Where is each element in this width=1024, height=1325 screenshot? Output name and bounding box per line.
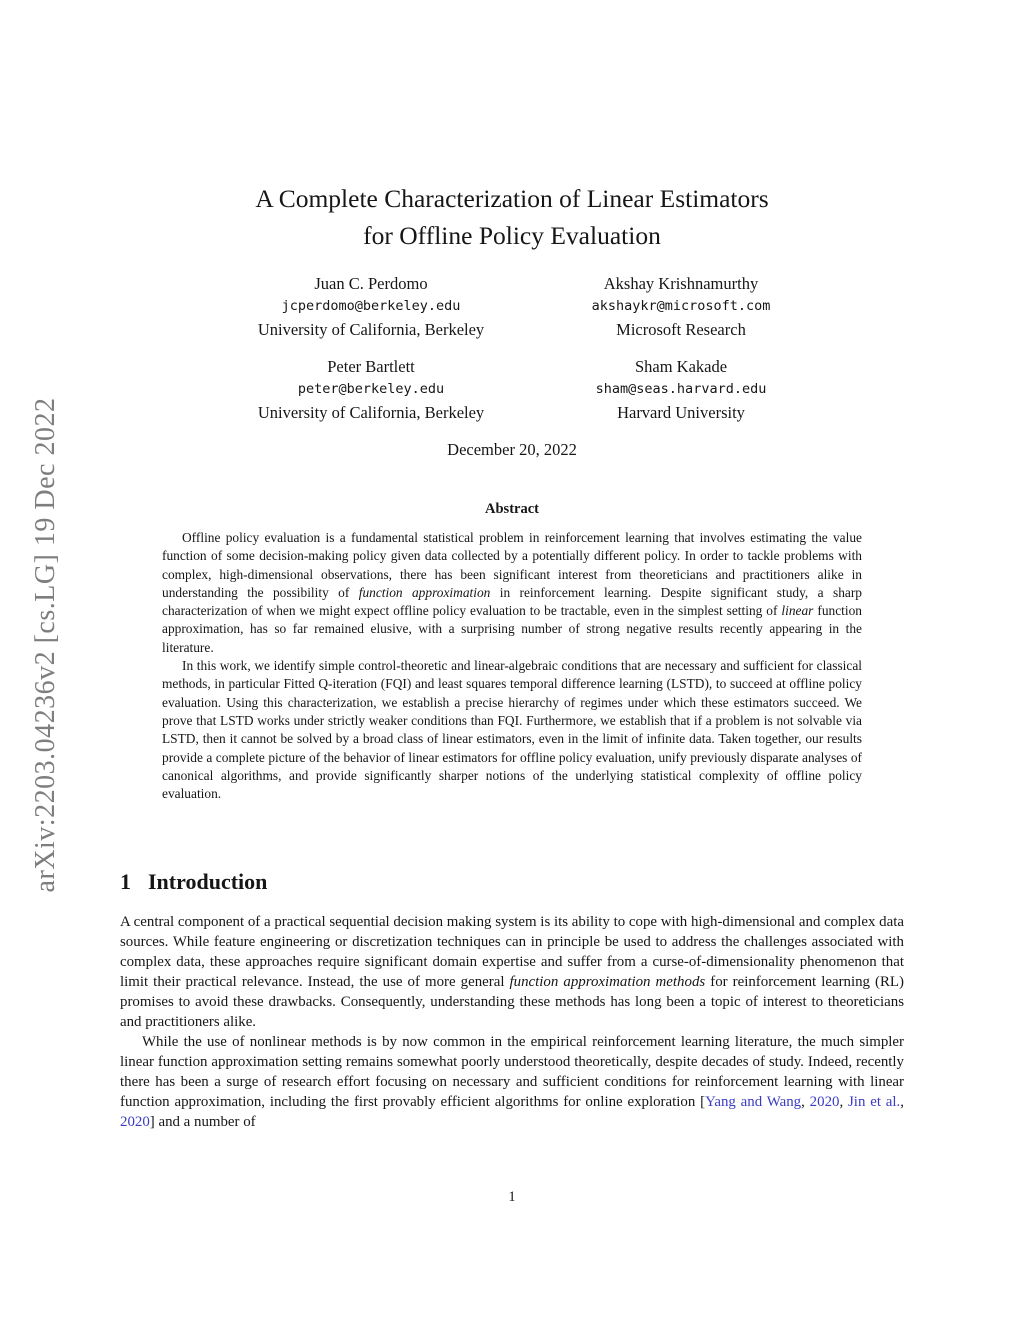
citation-link-yang-2020[interactable]: 2020 <box>809 1094 840 1110</box>
author-name: Peter Bartlett <box>327 357 415 376</box>
author-peter-bartlett <box>258 355 484 424</box>
author-email: sham@seas.harvard.edu <box>595 381 767 397</box>
paper-title <box>0 180 1024 254</box>
section-1-heading <box>120 869 267 895</box>
author-affiliation: University of California, Berkeley <box>257 403 485 422</box>
abstract-paragraph-1 <box>162 529 862 657</box>
author-affiliation: Harvard University <box>617 403 745 422</box>
section-number: 1 <box>120 869 131 894</box>
citation-link-yang-and-wang[interactable]: Yang and Wang <box>705 1094 802 1110</box>
paper-date: December 20, 2022 <box>447 440 577 459</box>
author-name: Juan C. Perdomo <box>314 274 428 293</box>
text-segment: in reinforcement learning. Despite significant study, a sharp characterization of when we might expect offline policy evaluation to be tractable, even in the simplest setting of <box>162 584 862 619</box>
abstract-heading: Abstract <box>485 501 539 517</box>
text-segment: function approximation, has so far remained elusive, with a surprising number of strong negative results recently appearing in the literature. <box>162 603 862 655</box>
text-segment: ] and a number of <box>149 1114 256 1130</box>
arxiv-watermark: arXiv:2203.04236v2 [cs.LG] 19 Dec 2022 <box>30 397 61 893</box>
text-segment: Offline policy evaluation is a fundamental statistical problem in reinforcement learning that involves estimating the value function of some decision-making policy given data collected by a potentially different policy. In order to tackle problems with complex, high-dimensional observations, there has been significant interest from theoreticians and practitioners alike in understanding the possibility of <box>162 530 862 600</box>
paper-title-line1: A Complete Characterization of Linear Estimators <box>255 184 769 213</box>
author-akshay-krishnamurthy <box>592 272 771 341</box>
author-email: peter@berkeley.edu <box>297 381 445 397</box>
author-affiliation: University of California, Berkeley <box>257 320 485 339</box>
author-name: Sham Kakade <box>634 357 728 376</box>
text-segment: While the use of nonlinear methods is by now common in the empirical reinforcement learning literature, the much simpler linear function approximation setting remains somewhat poorly understood theoretically, despite decades of study. Indeed, recently there has been a surge of research effort focusing on necessary and sufficient conditions for reinforcement learning with linear function approximation, including the first provably efficient algorithms for online exploration [ <box>120 1034 904 1110</box>
author-block <box>120 272 904 432</box>
text-segment: , <box>839 1094 849 1110</box>
introduction-body <box>120 912 904 1132</box>
author-sham-kakade <box>596 355 767 424</box>
section-title: Introduction <box>148 869 268 894</box>
author-affiliation: Microsoft Research <box>616 320 746 339</box>
intro-paragraph-2 <box>120 1032 904 1132</box>
text-segment: , <box>801 1094 810 1110</box>
text-segment: for reinforcement learning (RL) promises to avoid these drawbacks. Consequently, understanding these methods has long been a topic of interest to theoreticians and practitioners alike. <box>120 974 904 1030</box>
abstract-body <box>162 529 862 803</box>
abstract-paragraph-2 <box>162 657 862 803</box>
text-segment: , <box>900 1094 905 1110</box>
author-email: jcperdomo@berkeley.edu <box>281 298 461 314</box>
page-number: 1 <box>508 1189 516 1205</box>
text-segment: In this work, we identify simple control-theoretic and linear-algebraic conditions that are necessary and sufficient for classical methods, in particular Fitted Q-iteration (FQI) and least squares temporal difference learning (LSTD), to succeed at offline policy evaluation. Using this characterization, we establish a precise hierarchy of regimes under which these estimators succeed. We prove that LSTD works under strictly weaker conditions than FQI. Furthermore, we establish that if a problem is not solvable via LSTD, then it cannot be solved by a broad class of linear estimators, even in the limit of infinite data. Taken together, our results provide a complete picture of the behavior of linear estimators for offline policy evaluation, unify previously disparate analyses of canonical algorithms, and provide significantly sharper notions of the underlying statistical complexity of offline policy evaluation. <box>162 658 862 802</box>
italic-term: linear <box>781 603 814 619</box>
author-juan-perdomo <box>258 272 484 341</box>
italic-term: function approximation methods <box>509 974 706 990</box>
intro-paragraph-1 <box>120 912 904 1032</box>
author-name: Akshay Krishnamurthy <box>603 274 759 293</box>
italic-term: function approximation <box>358 584 491 600</box>
paper-title-line2: for Offline Policy Evaluation <box>363 221 661 250</box>
author-email: akshaykr@microsoft.com <box>591 298 771 314</box>
citation-link-jin-2020[interactable]: 2020 <box>120 1114 150 1130</box>
text-segment: A central component of a practical sequential decision making system is its ability to cope with high-dimensional and complex data sources. While feature engineering or discretization techniques can in principle be used to address the challenges associated with complex data, these approaches require significant domain expertise and suffer from a curse-of-dimensionality phenomenon that limit their practical relevance. Instead, the use of more general <box>120 914 904 990</box>
citation-link-jin-et-al[interactable]: Jin et al. <box>848 1094 901 1110</box>
